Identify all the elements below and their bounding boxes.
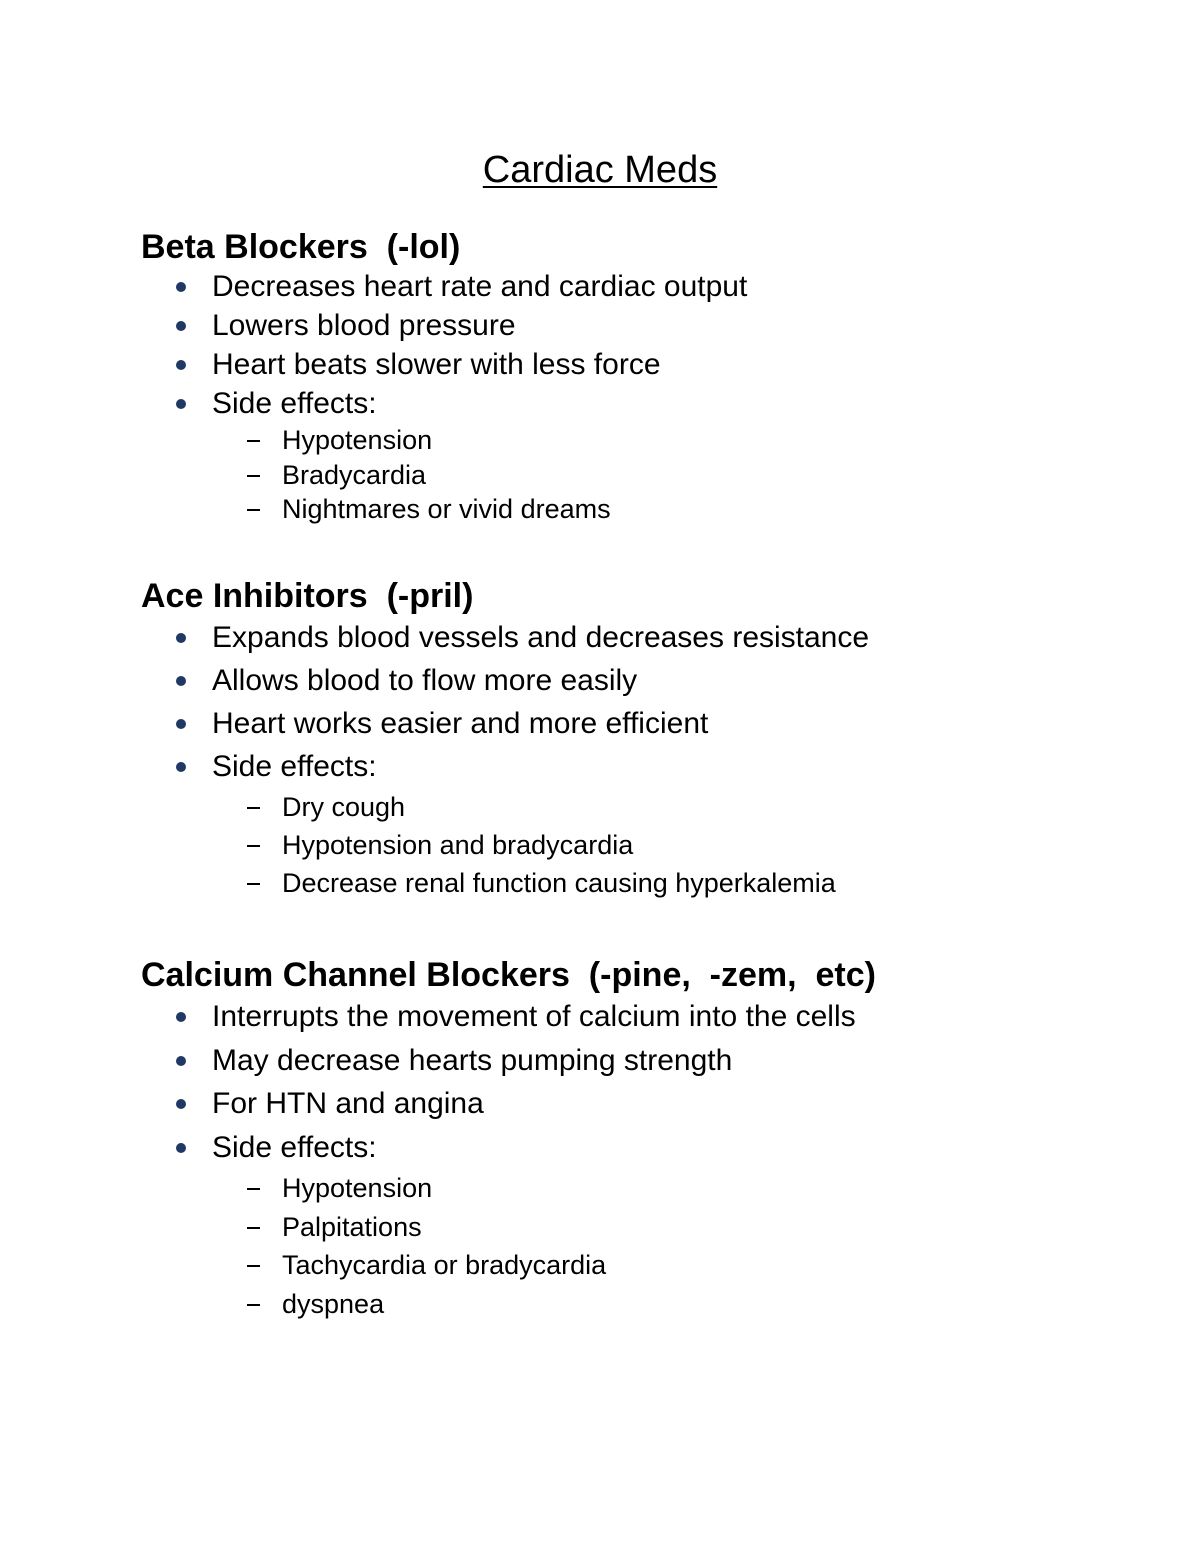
list-item-side-effects (141, 1126, 1141, 1170)
bullet-icon (176, 399, 186, 409)
bullet-icon (176, 1143, 186, 1153)
list-item (141, 1039, 1141, 1083)
side-effects-list (141, 788, 1141, 902)
section-heading: Beta Blockers (-lol) (141, 228, 461, 266)
list-item (141, 995, 1141, 1039)
dash-icon (247, 475, 260, 477)
list-item (141, 267, 1141, 306)
bullet-list (141, 267, 1141, 423)
list-item-text: For HTN and angina (212, 1087, 484, 1120)
side-effects-list (141, 1169, 1141, 1323)
sub-list-item-text: dyspnea (282, 1288, 385, 1319)
list-item (141, 306, 1141, 345)
sub-list-item-text: Palpitations (282, 1211, 422, 1242)
list-item (141, 616, 1141, 659)
list-item-text: Heart beats slower with less force (212, 348, 661, 381)
page-title-text: Cardiac Meds (482, 149, 718, 191)
sub-list-item-text: Hypotension (282, 425, 433, 455)
list-item-side-effects (141, 745, 1141, 788)
list-item (141, 1082, 1141, 1126)
bullet-icon (176, 719, 186, 729)
sub-list-item (141, 788, 1141, 826)
sub-list-item (141, 423, 1141, 458)
list-item-text: May decrease hearts pumping strength (212, 1043, 733, 1077)
list-item-text: Side effects: (212, 1130, 377, 1164)
sub-list-item (141, 492, 1141, 527)
bullet-icon (176, 282, 186, 292)
list-item (141, 345, 1141, 384)
sub-list-item-text: Dry cough (282, 792, 406, 822)
section-ace-inhibitors (141, 576, 1141, 902)
bullet-list (141, 995, 1141, 1169)
page-title (0, 146, 1200, 194)
dash-icon (247, 883, 260, 885)
section-beta-blockers (141, 227, 1141, 527)
bullet-icon (176, 360, 186, 370)
list-item-text: Side effects: (212, 387, 377, 420)
dash-icon (247, 807, 260, 809)
side-effects-list (141, 423, 1141, 527)
list-item (141, 659, 1141, 702)
list-item-text: Lowers blood pressure (212, 309, 516, 342)
dash-icon (247, 509, 260, 511)
list-item-text: Expands blood vessels and decreases resistance (212, 621, 870, 654)
dash-icon (247, 1265, 260, 1267)
list-item-side-effects (141, 384, 1141, 423)
section-calcium-channel-blockers (141, 955, 1141, 1323)
list-item-text: Decreases heart rate and cardiac output (212, 270, 748, 303)
dash-icon (247, 1188, 260, 1190)
sub-list-item (141, 1285, 1141, 1324)
bullet-icon (176, 633, 186, 643)
bullet-icon (176, 1012, 186, 1022)
sub-list-item-text: Hypotension and bradycardia (282, 830, 634, 860)
list-item-text: Interrupts the movement of calcium into the cells (212, 1000, 856, 1033)
sub-list-item-text: Decrease renal function causing hyperkalemia (282, 868, 836, 898)
sub-list-item (141, 458, 1141, 493)
sub-list-item-text: Tachycardia or bradycardia (282, 1250, 607, 1280)
bullet-icon (176, 762, 186, 772)
list-item-text: Allows blood to flow more easily (212, 664, 638, 697)
section-heading: Ace Inhibitors (-pril) (141, 577, 474, 615)
dash-icon (247, 440, 260, 442)
bullet-icon (176, 1056, 186, 1066)
bullet-icon (176, 321, 186, 331)
list-item-text: Side effects: (212, 750, 377, 783)
sub-list-item (141, 826, 1141, 864)
sub-list-item (141, 1208, 1141, 1247)
sub-list-item-text: Hypotension (282, 1173, 433, 1203)
bullet-list (141, 616, 1141, 788)
list-item-text: Heart works easier and more efficient (212, 707, 709, 740)
sub-list-item (141, 1169, 1141, 1208)
dash-icon (247, 1304, 260, 1306)
bullet-icon (176, 676, 186, 686)
sub-list-item (141, 864, 1141, 902)
dash-icon (247, 845, 260, 847)
sub-list-item-text: Nightmares or vivid dreams (282, 494, 611, 524)
sub-list-item-text: Bradycardia (282, 459, 427, 490)
dash-icon (247, 1227, 260, 1229)
list-item (141, 702, 1141, 745)
sub-list-item (141, 1246, 1141, 1285)
bullet-icon (176, 1099, 186, 1109)
section-heading: Calcium Channel Blockers (-pine, -zem, etc) (141, 956, 876, 994)
